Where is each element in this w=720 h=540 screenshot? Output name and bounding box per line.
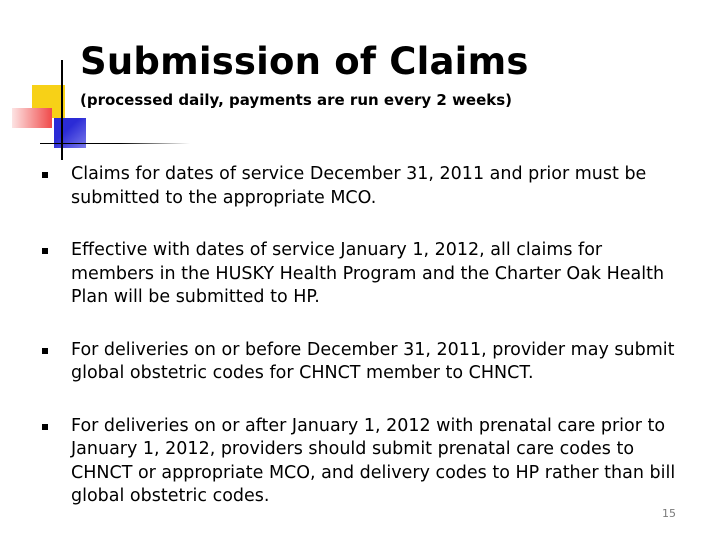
slide-subtitle: (processed daily, payments are run every 2 weeks) [80, 91, 513, 109]
square-bullet-icon [42, 348, 48, 354]
slide-title: Submission of Claims [80, 40, 529, 83]
square-bullet-icon [42, 424, 48, 430]
bullet-text: For deliveries on or after January 1, 2012 with prenatal care prior to January 1, 2012, providers should submit prenatal care codes to CHNCT or appropriate MCO, and delivery codes to HP rather than bill global obstetric codes. [71, 415, 676, 506]
bullet-item [40, 163, 680, 210]
bullet-item [40, 339, 680, 386]
bullet-item [40, 415, 680, 509]
decorative-horizontal-line-fade [120, 143, 190, 144]
page-number: 15 [662, 507, 676, 520]
bullet-text: For deliveries on or before December 31, 2011, provider may submit global obstetric codes for CHNCT member to CHNCT. [71, 339, 675, 383]
bullet-list [40, 163, 680, 538]
decorative-red-square-fade [12, 108, 52, 128]
bullet-text: Claims for dates of service December 31, 2011 and prior must be submitted to the appropriate MCO. [71, 164, 647, 208]
square-bullet-icon [42, 248, 48, 254]
square-bullet-icon [42, 172, 48, 178]
decorative-vertical-line [61, 60, 63, 160]
bullet-text: Effective with dates of service January 1, 2012, all claims for members in the HUSKY Health Program and the Charter Oak Health Plan will be submitted to HP. [71, 240, 665, 307]
bullet-item [40, 239, 680, 310]
